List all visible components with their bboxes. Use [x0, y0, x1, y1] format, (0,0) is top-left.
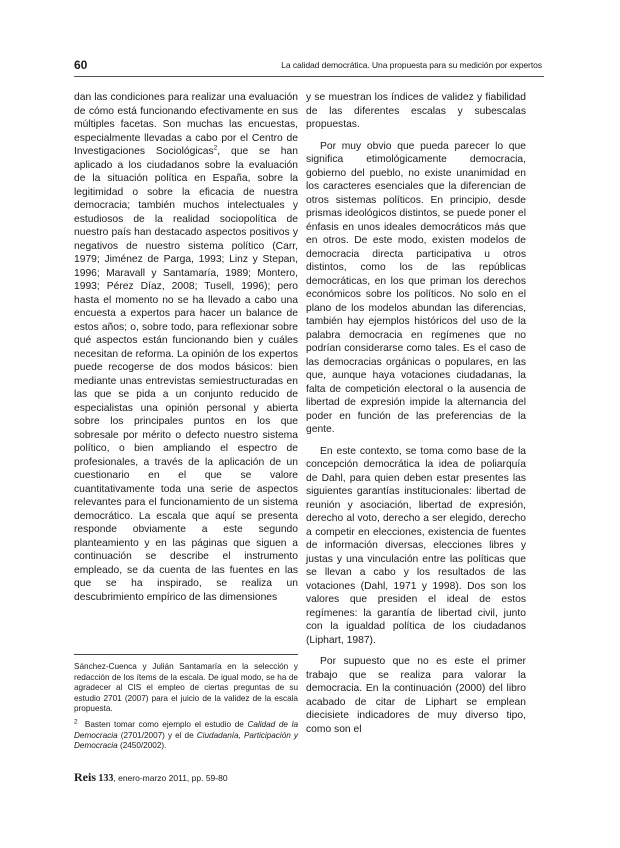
- header-rule: [74, 76, 544, 77]
- paragraph: Por muy obvio que pueda parecer lo que significa etimológicamente democracia, gobierno del pueblo, no existe unanimidad en los caracteres esenciales que la diferencian de otros sistemas políticos. En principio, desde prismas ideológicos distintos, se puede poner el énfasis en unos ideales democráticos más que en otros. De este modo, existen modelos de democracia directa participativa u otros distintos, como los de las repúblicas democráticas, en los que priman los derechos económicos sobre los políticos. No solo en el plano de los modelos abundan las diferencias, también hay ejemplos históricos del uso de la palabra democracia en regímenes que no podrían considerarse como tales. Es el caso de las democracias orgánicas o populares, en las que, aunque haya votaciones ciudadanas, la falta de competición electoral o la ausencia de libertad de expresión impide la alternancia del poder en función de las preferencias de la gente.: [306, 140, 526, 435]
- paragraph: Por supuesto que no es este el primer trabajo que se realiza para valorar la democracia. En la continuación (2000) del libro acabado de citar de Liphart se emplean diecisiete indicadores de muy diverso tipo, como son el: [306, 656, 526, 735]
- footnotes: [74, 662, 298, 752]
- page-number: 60: [74, 58, 88, 72]
- footer: [74, 770, 228, 785]
- paragraph-text: , que se han aplicado a los ciudadanos sobre la evaluación de la situación política en España, sobre la legitimidad o sobre la eficacia de nuestra democracia; también muchos intelectuales y estudiosos de la realidad sociopolítica de nuestro país han destacado aspectos positivos y negativos de nuestro sistema político (Carr, 1979; Jiménez de Parga, 1993; Linz y Stepan, 1996; Maravall y Santamaría, 1989; Montero, 1993; Pérez Díaz, 2008; Tusell, 1996); pero hasta el momento no se ha llevado a cabo una encuesta a expertos para hacer un balance de estos años; o, sobre todo, para reflexionar sobre qué aspectos están funcionando bien y cuáles necesitan de reforma. La opinión de los expertos puede recogerse de dos modos básicos: bien mediante unas entrevistas semiestructuradas en las que se pida a un conjunto reducido de especialistas una opinión personal y abierta sobre los principales puntos en los que sobresale por mérito o defecto nuestro sistema político, o bien ampliando el espectro de profesionales, a través de la aplicación de un cuestionario en el que se valore cuantitativamente toda una serie de aspectos relevantes para el funcionamiento de un sistema democrático. La escala que aquí se presenta responde obviamente a este segundo planteamiento y en las páginas que siguen a continuación se describe el instrumento empleado, se da cuenta de las fuentes en las que se ha inspirado, se realiza un descubrimiento empírico de las dimensiones: [74, 146, 298, 603]
- study-title: Calidad de la Democracia: [74, 719, 298, 740]
- footnote-rule: [74, 654, 298, 655]
- footnote-ref[interactable]: 2: [213, 144, 218, 152]
- issue-details: , enero-marzo 2011, pp. 59-80: [113, 773, 228, 783]
- issue-number: 133: [98, 773, 114, 784]
- paragraph: y se muestran los índices de validez y fiabilidad de las diferentes escalas y subescalas propuestas.: [306, 92, 526, 130]
- footnote-2: [74, 720, 298, 752]
- running-title: La calidad democrática. Una propuesta para su medición por expertos: [281, 60, 542, 70]
- footnote-number: 2: [74, 718, 78, 726]
- paragraph: [74, 91, 298, 604]
- footnote-text: (2701/2007) y el de: [117, 730, 197, 740]
- left-column: [74, 91, 298, 604]
- paragraph-text: dan las condiciones para realizar una evaluación de cómo está funcionando efectivamente en sus múltiples facetas. Son muchas las encuestas, especialmente llevadas a cabo por el Centro de Investigaciones Sociológicas: [74, 92, 298, 157]
- study-title: Ciudadanía, Participación y Democracia: [74, 730, 298, 751]
- footnote-1-continued: Sánchez-Cuenca y Julián Santamaría en la selección y redacción de los ítems de la escala. De igual modo, se ha de agradecer al CIS el empleo de ciertas preguntas de su estudio 2701 (2007) para el juicio de la validez de la escala propuesta.: [74, 662, 298, 714]
- journal-name: Reis: [74, 770, 96, 784]
- paragraph: En este contexto, se toma como base de la concepción democrática la idea de poliarquía de Dahl, para quien deben estar presentes las siguientes garantías institucionales: libertad de reunión y asociación, libertad de expresión, derecho al voto, derecho a ser elegido, derecho a competir en elecciones, existencia de fuentes de información diversas, elecciones libres y justas y una vinculación entre las políticas que se llevan a cabo y los resultados de las votaciones (Dahl, 1971 y 1998). Dos son los valores que presiden el ideal de estos regímenes: la garantía de libertad civil, junto con la igualdad política de los ciudadanos (Liphart, 1987).: [306, 445, 526, 646]
- right-column: [306, 91, 526, 736]
- footnote-text: Basten tomar como ejemplo el estudio de: [84, 719, 248, 729]
- footnote-text: (2450/2002).: [117, 741, 167, 751]
